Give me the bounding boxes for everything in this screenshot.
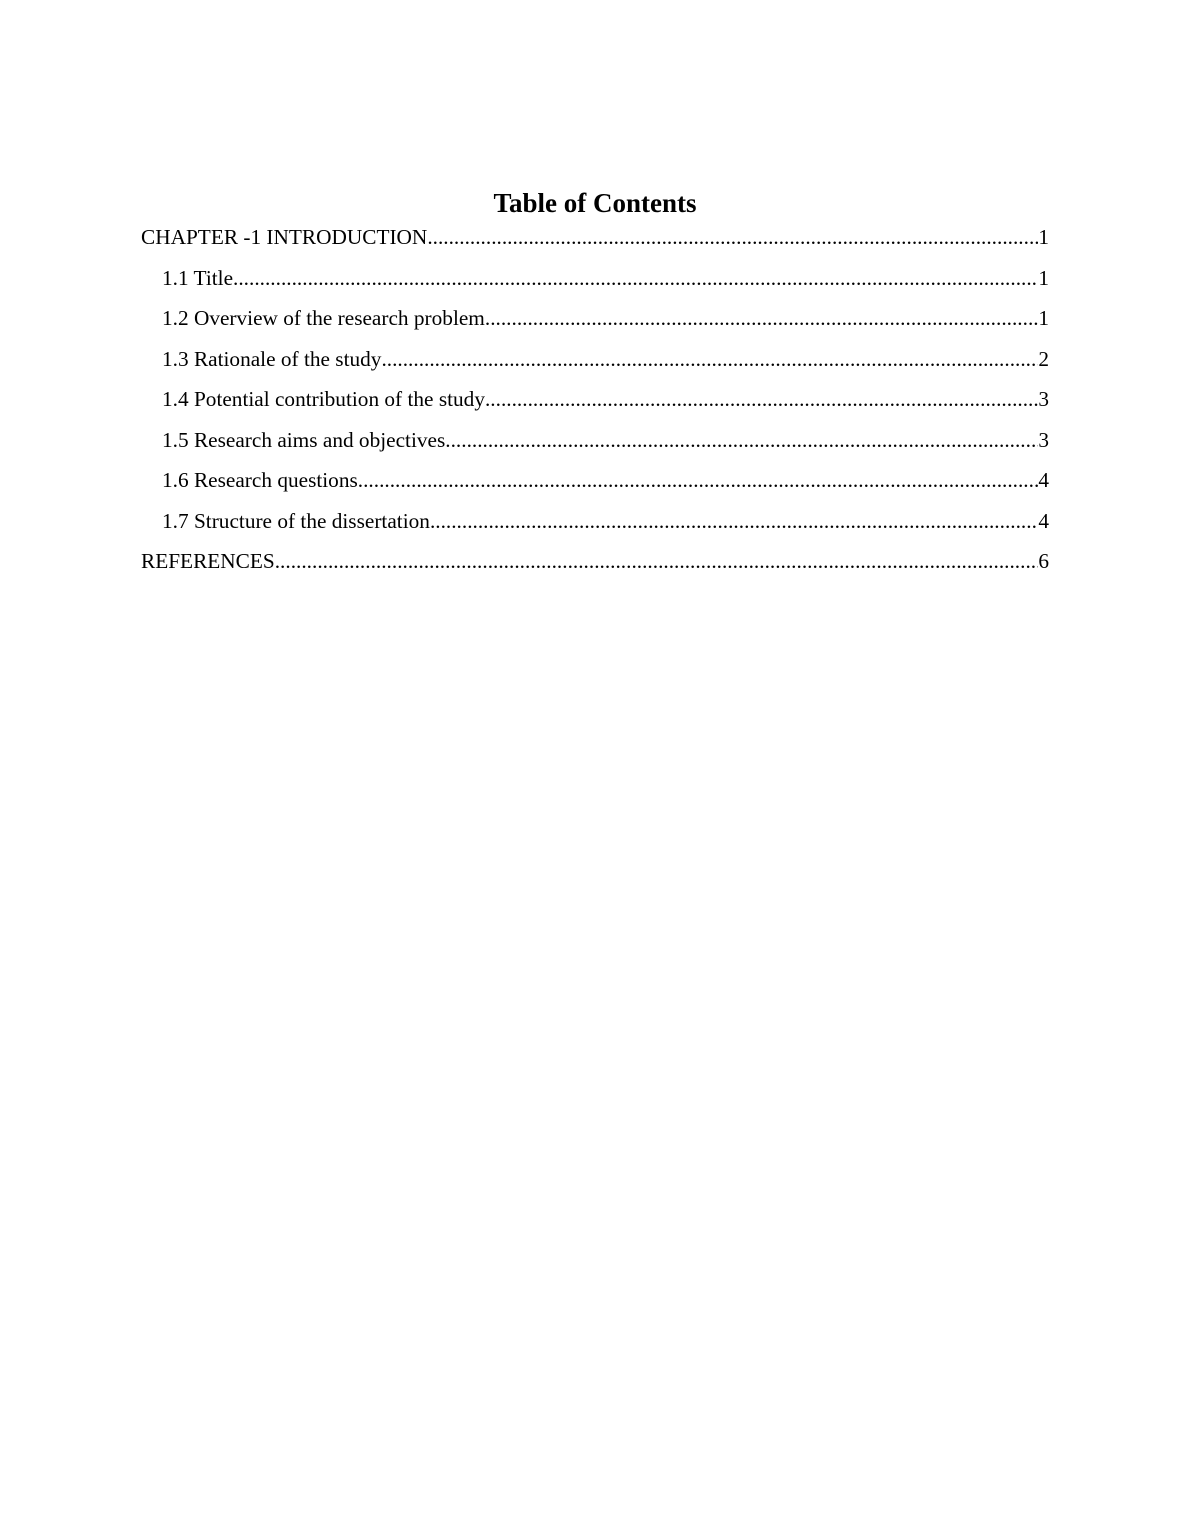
dot-leader [358, 463, 1039, 497]
toc-entry-label: 1.5 Research aims and objectives [162, 427, 446, 452]
toc-entry-label: 1.3 Rationale of the study [162, 346, 382, 371]
dot-leader [430, 504, 1038, 538]
toc-entry-page-number: 2 [1038, 346, 1049, 371]
toc-entry-chapter-1[interactable] [141, 220, 1049, 261]
dot-leader [275, 544, 1039, 578]
toc-entry-page-number: 4 [1038, 468, 1049, 492]
dot-leader [445, 423, 1038, 457]
toc-entry-label: 1.6 Research questions [162, 468, 358, 492]
toc-title: Table of Contents [493, 188, 697, 218]
dot-leader [233, 261, 1038, 295]
dot-leader [381, 342, 1038, 376]
toc-list [141, 220, 1049, 585]
dot-leader [485, 382, 1038, 416]
dot-leader [427, 220, 1038, 254]
toc-entry-page-number: 1 [1038, 306, 1049, 330]
dot-leader [485, 301, 1038, 335]
toc-entry-1-4[interactable] [141, 382, 1049, 423]
toc-entry-1-2[interactable] [141, 301, 1049, 342]
toc-entry-1-7[interactable] [141, 504, 1049, 545]
toc-entry-label: 1.2 Overview of the research problem [162, 306, 485, 330]
toc-entry-1-5[interactable] [141, 423, 1049, 464]
toc-entry-label: 1.7 Structure of the dissertation [162, 508, 430, 533]
toc-entry-label: CHAPTER -1 INTRODUCTION [141, 225, 428, 249]
toc-entry-references[interactable] [141, 544, 1049, 585]
toc-entry-label: 1.1 Title [162, 265, 234, 290]
toc-entry-page-number: 3 [1038, 387, 1049, 411]
toc-entry-1-6[interactable] [141, 463, 1049, 504]
toc-entry-page-number: 1 [1038, 225, 1049, 249]
toc-entry-label: 1.4 Potential contribution of the study [162, 387, 485, 411]
toc-entry-page-number: 3 [1038, 427, 1049, 452]
toc-entry-1-1[interactable] [141, 261, 1049, 302]
toc-entry-page-number: 4 [1038, 508, 1049, 533]
toc-entry-page-number: 6 [1038, 549, 1049, 573]
toc-entry-label: REFERENCES [141, 549, 275, 573]
toc-entry-1-3[interactable] [141, 342, 1049, 383]
toc-entry-page-number: 1 [1038, 265, 1049, 290]
